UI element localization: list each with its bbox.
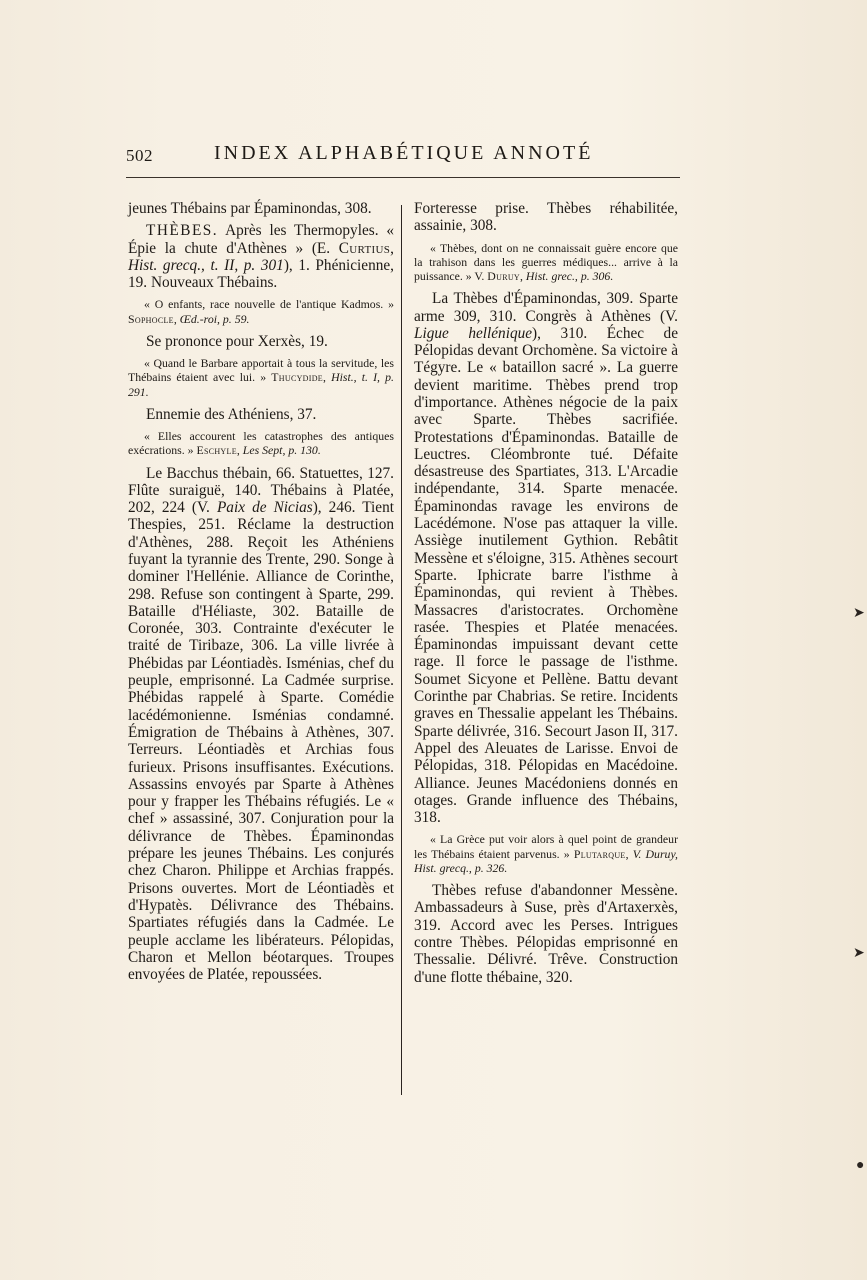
quotation: « Quand le Barbare apportait à tous la servitude, les Thébains étaient avec lui. » Thucydide, Hist., t. I, p. 291. xyxy=(128,356,394,399)
margin-dot-icon: ● xyxy=(856,1158,865,1173)
author-name: Thucydide xyxy=(271,370,323,385)
reference: V. Duruy, Hist. grecq., p. 326. xyxy=(414,846,678,875)
left-column xyxy=(128,200,394,988)
reference: Paix de Nicias xyxy=(216,499,313,517)
running-title: INDEX ALPHABÉTIQUE ANNOTÉ xyxy=(214,142,594,164)
entry-paragraph: Ennemie des Athéniens, 37. xyxy=(146,405,317,423)
author-name: Sophocle xyxy=(128,311,174,326)
page-number: 502 xyxy=(126,146,153,165)
quotation: « Elles accourent les catastrophes des antiques exécrations. » Eschyle, Les Sept, p. 130. xyxy=(128,429,394,458)
reference: Hist., t. I, p. 291. xyxy=(128,370,394,399)
author-name: Curtius xyxy=(338,239,391,257)
entry-continuation: Forteresse prise. Thèbes réhabilitée, assainie, 308. xyxy=(414,200,678,235)
margin-arrow-icon: ➤ xyxy=(853,946,865,961)
margin-arrow-icon: ➤ xyxy=(853,606,865,621)
headword: THÈBES. xyxy=(146,222,219,240)
reference: Ligue hellénique xyxy=(414,324,533,342)
right-column xyxy=(414,200,678,991)
quotation: « O enfants, race nouvelle de l'antique Kadmos. » Sophocle, Œd.-roi, p. 59. xyxy=(128,297,394,326)
entry-thebes: THÈBES. Après les Thermopyles. « Épie la chute d'Athènes » (E. Curtius, Hist. grecq., t. II, p. 301), 1. Phénicienne, 19. Nouveaux Thébains. xyxy=(128,222,395,292)
reference: Les Sept, p. 130. xyxy=(242,443,321,458)
quotation: « La Grèce put voir alors à quel point de grandeur les Thébains étaient parvenus. » Plutarque, V. Duruy, Hist. grecq., p. 326. xyxy=(414,832,678,875)
column-divider xyxy=(401,205,402,1095)
entry-paragraph: Le Bacchus thébain, 66. Statuettes, 127. Flûte suraiguë, 140. Thébains à Platée, 202, 224 (V. Paix de Nicias), 246. Tient Thespies, 251. Réclame la destruction d'Athènes, 288. Reçoit les Athéniens fuyant la tyrannie des Trente, 290. Songe à dominer l'Hellénie. Alliance de Corinthe, 298. Refuse son contingent à Sparte, 299. Bataille d'Héliaste, 302. Bataille de Coronée, 303. Contrainte d'exécuter le traité de Tiribaze, 306. La ville livrée à Phébidas par Léontiadès. Isménias, chef du peuple, emprisonné. La Cadmée surprise. Phébidas rappelé à Sparte. Comédie lacédémonienne. Isménias condamné. Émigration de Thébains à Athènes, 307. Terreurs. Léontiadès et Archias fous furieux. Prisons insuffisantes. Exécutions. Assassins envoyés par Sparte à Athènes pour y frapper les Thébains réfugiés. Le « chef » assassiné, 307. Conjuration pour la délivrance de Thèbes. Épaminondas prépare les jeunes Thébains. Les conjurés chez Charon. Philippe et Archias frappés. Prisons ouvertes. Mort de Léontiadès et d'Hypatès. Délivrance des Thébains. Spartiates réfugiés dans la Cadmée. Le peuple acclame les libérateurs. Pélopidas, Charon et Mellon béotarques. Troupes envoyées de Platée, repoussées. xyxy=(128,464,395,984)
quotation: « Thèbes, dont on ne connaissait guère encore que la trahison dans les guerres médiques... arrive à la puissance. » V. Duruy, Hist. grec., p. 306. xyxy=(414,240,678,283)
reference: Œd.-roi, p. 59. xyxy=(179,311,250,326)
reference: Hist. grec., p. 306. xyxy=(525,269,614,283)
entry-paragraph: La Thèbes d'Épaminondas, 309. Sparte arme 309, 310. Congrès à Athènes (V. Ligue hellénique), 310. Échec de Pélopidas devant Orchomène. Sa victoire à Tégyre. Le « bataillon sacré ». La guerre devient maritime. Thèbes prend trop d'importance. Athènes négocie de la paix avec Sparte. Thèbes sacrifiée. Protestations d'Épaminondas. Bataille de Leuctres. Cléombronte tué. Défaite désastreuse des Spartiates, 313. L'Arcadie indépendante, 314. Sparte menacée. Épaminondas ravage les environs de Lacédémone. N'ose pas attaquer la ville. Assiège inutilement Gythion. Rebâtit Messène et s'éloigne, 315. Athènes secourt Sparte. Iphicrate barre l'isthme à Épaminondas, qui revient à Thèbes. Massacres d'aristocrates. Orchomène rasée. Thespies et Platée menacées. Épaminondas impuissant devant cette rage. Il force le passage de l'isthme. Soumet Sicyone et Pellène. Battu devant Corinthe par Chabrias. Se retire. Incidents graves en Thessalie appelant les Thébains. Sparte délivrée, 316. Secourt Jason II, 317. Appel des Aleuates de Larisse. Envoi de Pélopidas, 318. Pélopidas en Macédoine. Alliance. Jeunes Macédoniens donnés en otages. Grande influence des Thébains, 318. xyxy=(414,290,678,827)
header-rule xyxy=(126,177,680,178)
entry-paragraph: Se prononce pour Xerxès, 19. xyxy=(146,332,328,350)
entry-paragraph: Thèbes refuse d'abandonner Messène. Ambassadeurs à Suse, près d'Artaxerxès, 319. Accord avec les Perses. Intrigues contre Thèbes. Pélopidas emprisonné en Thessalie. Délivré. Trêve. Construction d'une flotte thébaine, 320. xyxy=(414,882,678,986)
page-header xyxy=(126,142,680,168)
entry-continuation: jeunes Thébains par Épaminondas, 308. xyxy=(128,200,372,217)
author-name: Eschyle xyxy=(196,443,237,458)
author-name: Duruy xyxy=(487,269,520,283)
author-name: Plutarque xyxy=(573,846,626,861)
reference: Hist. grecq., t. II, p. 301 xyxy=(128,256,284,274)
